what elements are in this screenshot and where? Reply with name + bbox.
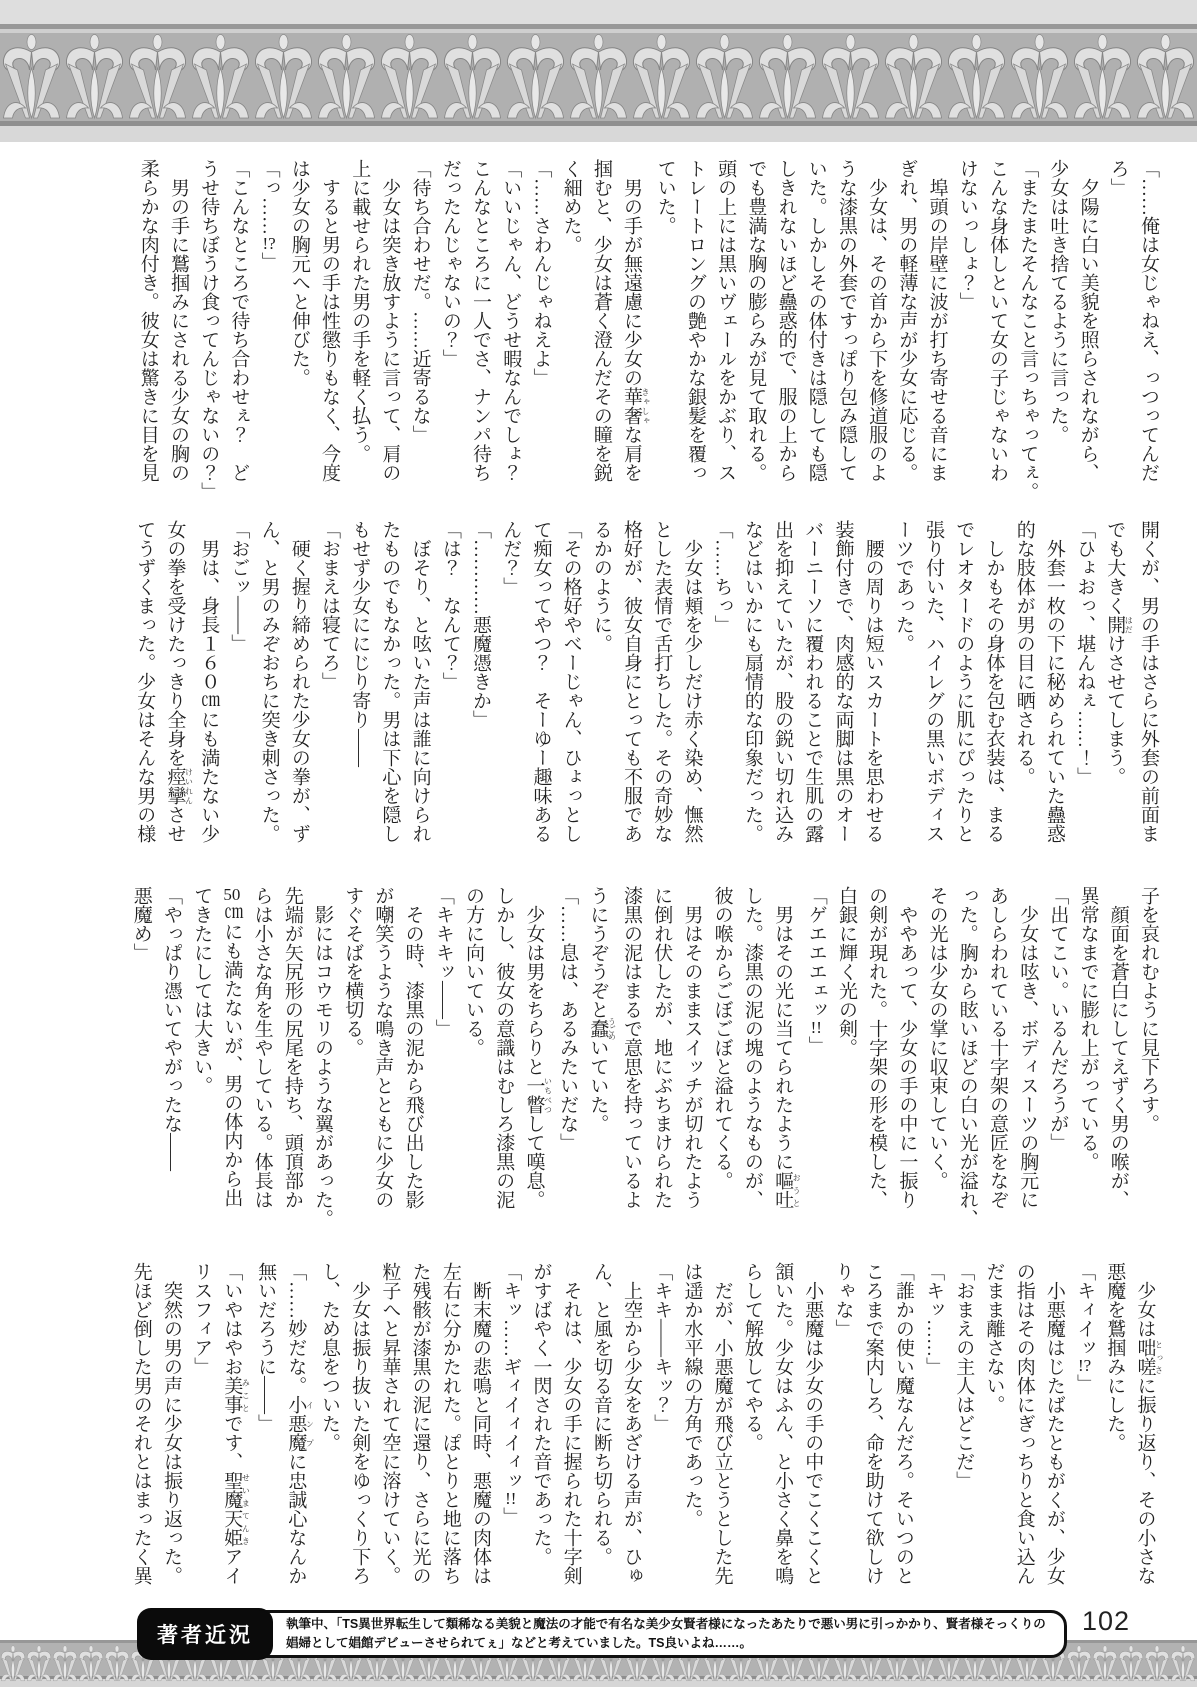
text-column: 「……妙だな。小悪魔 インプに忠誠心なんか <box>285 1262 315 1585</box>
text-column: ていた。 <box>654 159 676 235</box>
text-column: リスフィア」 <box>191 1262 213 1376</box>
text-column: 掴むと、少女は蒼く澄んだその瞳を鋭 <box>590 159 612 482</box>
text-column: 白銀に輝く光の剣。 <box>835 886 857 1057</box>
text-column: ーツであった。 <box>892 520 914 653</box>
text-column: た残骸が漆黒の泥に還り、さらに光の <box>409 1262 431 1585</box>
text-column: 少女は咄嗟 とっさに振り返り、その小さな <box>1134 1262 1164 1585</box>
text-column: がすばやく一閃された音であった。 <box>530 1262 552 1566</box>
author-status-label: 著者近況 <box>139 1610 271 1658</box>
text-column: いた。しかしその体付きは隠しても隠 <box>805 159 827 482</box>
text-column: ぎれ、男の軽薄な声が少女に応じる。 <box>896 159 918 482</box>
text-column: は少女の胸元へと伸びた。 <box>288 159 310 387</box>
text-column: の方に向いている。 <box>463 886 485 1057</box>
text-column: 先ほど倒した男のそれとはまったく異 <box>130 1262 152 1585</box>
text-band-2 <box>135 520 1163 862</box>
text-column: 埠頭の岸壁に波が打ち寄せる音にま <box>926 159 948 482</box>
text-column: 腰の周りは短いスカートを思わせる <box>862 520 884 843</box>
text-column: バーニーソに覆われることで生肌の露 <box>802 520 824 843</box>
text-column: 男の手に鷲掴みにされる少女の胸の <box>168 159 189 482</box>
text-band-4 <box>130 1262 1164 1604</box>
text-column: 「おまえは寝てろ」 <box>319 520 341 691</box>
text-column: 「こんなところで待ち合わせぇ？ ど <box>228 159 250 482</box>
text-column: 異常なまでに膨れ上がっている。 <box>1077 886 1099 1171</box>
text-column: うせ待ちぼうけ食ってんじゃないの？」 <box>198 159 220 501</box>
text-column: 50㎝にも満たないが、男の体内から出 <box>221 886 243 1207</box>
text-column: うにうぞうぞと蠢 うごめいていた。 <box>587 886 617 1133</box>
author-status-note <box>261 1610 1067 1658</box>
text-column: に倒れ伏したが、地にぶちまけられた <box>651 886 673 1209</box>
text-column: 「キィイッ!?」 <box>1074 1262 1096 1393</box>
text-column: 出を抑えていたが、股の鋭い切れ込み <box>772 520 794 843</box>
text-column: らは小さな角を生やしている。体長は <box>251 886 273 1209</box>
text-column: 硬く握り締められた少女の拳が、ず <box>288 520 310 843</box>
text-column: 男はそのままスイッチが切れたよう <box>681 886 703 1209</box>
text-column: 上空から少女をあざける声が、ひゅ <box>621 1262 643 1585</box>
text-column: 「またまたそんなこと言っちゃってぇ。 <box>1017 159 1039 501</box>
text-column: りゃな」 <box>832 1262 854 1338</box>
text-column: く細めた。 <box>560 159 582 254</box>
text-column: 「…………悪魔憑きか」 <box>470 520 492 729</box>
text-column: 「いいじゃん、どうせ暇なんでしょ？ <box>500 159 522 482</box>
text-column: 「おごッ――」 <box>228 520 250 653</box>
text-column: 「キッ……」 <box>923 1262 945 1376</box>
text-column: 無いだろうに――」 <box>255 1262 277 1433</box>
text-column: 「おまえの主人はどこだ」 <box>953 1262 975 1490</box>
text-column: 格好が、彼女自身にとっても不服であ <box>621 520 643 843</box>
page-number: 102 <box>1082 1606 1131 1636</box>
text-column: 「キッ……ギィイィイィッ!!」 <box>500 1262 522 1526</box>
text-column: などはいかにも扇情的な印象だった。 <box>741 520 763 843</box>
text-column: 「は？ なんて？」 <box>439 520 461 691</box>
text-column: こんなところに一人でさ、ナンパ待ち <box>470 159 492 482</box>
text-column: しきれないほど蠱惑的で、服の上から <box>775 159 797 482</box>
author-status-line: 執筆中、「TS異世界転生して類稀なる美貌と魔法の才能で有名な美少女賢者様になったあたりで悪い男に引っかかり、賢者様そっくりの <box>286 1617 1046 1632</box>
text-column: 柔らかな肉付き。彼女は驚きに目を見 <box>137 159 159 482</box>
text-column: しかし、彼女の意識はむしろ漆黒の泥 <box>493 886 515 1209</box>
text-column: ころまで案内しろ、命を助けて欲しけ <box>862 1262 884 1585</box>
text-column: たものでもなかった。男は下心を隠し <box>379 520 401 843</box>
text-column: 小悪魔は少女の手の中でこくこくと <box>802 1262 824 1585</box>
text-column: もせず少女ににじり寄り―― <box>349 520 371 767</box>
text-column: 女の拳を受けたっきり全身を痙攣 けいれんさせ <box>164 520 194 843</box>
text-column: の剣が現れた。十字架の形を模した、 <box>866 886 888 1209</box>
text-column: 「……俺は女じゃねえ、っつってんだ <box>1138 159 1159 482</box>
text-column: 外套一枚の下に秘められていた蠱惑 <box>1043 520 1065 843</box>
text-column: 少女は突き放すように言って、肩の <box>379 159 401 482</box>
text-column: 「やっぱり憑いてやがったな―― <box>161 886 182 1171</box>
text-column: 「その格好やべーじゃん、ひょっとし <box>560 520 582 843</box>
text-column: 頷いた。少女はふん、と小さく鼻を鳴 <box>772 1262 794 1585</box>
text-column: した。漆黒の泥の塊のようなものが、 <box>741 886 763 1209</box>
text-column: うな漆黒の外套ですっぽり包み隠して <box>835 159 857 482</box>
text-column: ややあって、少女の手の中に一振り <box>896 886 918 1209</box>
text-column: 「……ちっ」 <box>711 520 733 634</box>
text-column: けないっしょ？」 <box>956 159 978 311</box>
text-column: ろ」 <box>1107 159 1129 197</box>
text-column: とした表情で舌打ちした。その奇妙な <box>651 520 673 843</box>
text-column: し、ため息をついた。 <box>319 1262 341 1452</box>
text-band-1 <box>135 159 1163 501</box>
text-column: 張り付いた、ハイレグの黒いボディス <box>923 520 945 843</box>
text-column: て痴女ってやつ？ そーゆー趣味ある <box>530 520 552 843</box>
text-column: 粒子へと昇華されて空に溶けていく。 <box>379 1262 401 1585</box>
text-column: 夕陽に白い美貌を照らされながら、 <box>1077 159 1099 482</box>
text-column: だまま離さない。 <box>983 1262 1005 1414</box>
text-column: 突然の男の声に少女は振り返った。 <box>161 1262 182 1585</box>
text-column: 男の手が無遠慮に少女の華奢 きゃしゃな肩を <box>621 159 651 482</box>
text-column: 「……さわんじゃねえよ」 <box>530 159 552 387</box>
text-column: でも豊満な胸の膨らみが見て取れる。 <box>745 159 767 482</box>
text-column: でも大きく開 はだけさせてしまう。 <box>1104 520 1134 786</box>
text-column: 「キキキッ――」 <box>432 886 454 1038</box>
text-column: ん、と風を切る音に断ち切られる。 <box>590 1262 612 1566</box>
text-column: 悪魔め」 <box>130 886 152 962</box>
text-column: てきたにしては大きい。 <box>191 886 213 1095</box>
text-column: ぼそり、と呟いた声は誰に向けられ <box>409 520 431 843</box>
text-column: 左右に分かたれた。ぽとりと地に落ち <box>439 1262 461 1585</box>
text-band-3 <box>130 886 1163 1228</box>
text-column: 漆黒の泥はまるで意思を持っているよ <box>621 886 643 1209</box>
text-column: るかのように。 <box>590 520 612 653</box>
text-column: 顔面を蒼白にしてえずく男の喉が、 <box>1107 886 1129 1209</box>
text-column: こんな身体しといて女の子じゃないわ <box>986 159 1008 482</box>
text-column: 「誰かの使い魔なんだろ。そいつのと <box>892 1262 914 1585</box>
text-column: 悪魔を鷲掴みにした。 <box>1104 1262 1126 1452</box>
text-column: 少女は、その首から下を修道服のよ <box>866 159 888 482</box>
text-column: んだ？」 <box>500 520 522 596</box>
text-column: 少女は吐き捨てるように言った。 <box>1047 159 1069 444</box>
text-column: だったんじゃないの？」 <box>439 159 461 368</box>
text-column: その時、漆黒の泥から飛び出した影 <box>402 886 424 1209</box>
text-column: 開くが、男の手はさらに外套の前面ま <box>1138 520 1159 843</box>
text-column: の指はその肉体にぎっちりと食い込ん <box>1013 1262 1035 1585</box>
text-column: 的な肢体が男の目に晒される。 <box>1013 520 1035 786</box>
text-column: 「ひょおっ、堪んねぇ……！」 <box>1074 520 1096 786</box>
text-column: 断末魔の悲鳴と同時、悪魔の肉体は <box>470 1262 492 1585</box>
text-column: 彼の喉からごぼごぼと溢れてくる。 <box>711 886 733 1190</box>
text-column: 「……息は、あるみたいだな」 <box>557 886 579 1152</box>
text-column: トレートロングの艶やかな銀髪を覆っ <box>684 159 706 482</box>
text-column: すぐそばを横切る。 <box>342 886 364 1057</box>
text-column: 小悪魔はじたばたともがくが、少女 <box>1043 1262 1065 1585</box>
text-column: 「出てこい。いるんだろうが」 <box>1047 886 1069 1152</box>
text-column: 少女は振り抜いた剣をゆっくり下ろ <box>349 1262 371 1585</box>
text-column: 子を哀れむように見下ろす。 <box>1138 886 1159 1133</box>
text-column: らして解放してやる。 <box>741 1262 763 1452</box>
text-column: は遥か水平線の方角であった。 <box>681 1262 703 1528</box>
text-column: あしらわれている十字架の意匠をなぞ <box>986 886 1008 1209</box>
text-column: それは、少女の手に握られた十字剣 <box>560 1262 582 1585</box>
text-column: ん、と男のみぞおちに突き刺さった。 <box>258 520 280 843</box>
top-ornament-border <box>0 0 1197 142</box>
author-status-footer <box>139 1610 1067 1658</box>
text-column: すると男の手は性懲りもなく、今度 <box>319 159 341 482</box>
text-column: 先端が矢尻形の尻尾を持ち、頭頂部か <box>281 886 303 1209</box>
text-column: でレオタードのように肌にぴったりと <box>953 520 975 843</box>
text-column: 「っ……!?」 <box>258 159 280 271</box>
text-column: その光は少女の掌に収束していく。 <box>926 886 948 1190</box>
text-column: 男は、身長１６０㎝にも満たない少 <box>198 520 220 843</box>
text-column: 少女は呟き、ボディスーツの胸元に <box>1017 886 1039 1209</box>
text-column: 上に載せられた男の手を軽く払う。 <box>349 159 371 463</box>
text-column: てうずくまった。少女はそんな男の様 <box>134 520 156 843</box>
text-column: だが、小悪魔が飛び立とうとした先 <box>711 1262 733 1585</box>
text-column: 「キキ――キッ？」 <box>651 1262 673 1433</box>
text-column: 「待ち合わせだ。……近寄るな」 <box>409 159 431 444</box>
text-column: が嘲笑うような鳴き声とともに少女の <box>372 886 394 1209</box>
author-status-line: 娼婦として娼館デビューさせられてぇ」などと考えていました。TS良いよね……。 <box>286 1636 752 1650</box>
text-column: 少女は男をちらりと一瞥 いちべつして嘆息。 <box>523 886 553 1209</box>
text-column: しかもその身体を包む衣装は、まる <box>983 520 1005 843</box>
text-column: 装飾付きで、肉感的な両脚は黒のオー <box>832 520 854 843</box>
text-column: 影にはコウモリのような翼があった。 <box>312 886 334 1228</box>
text-column: 「ゲエエエェッ!!」 <box>805 886 827 1055</box>
text-column: 男はその光に当てられたように嘔吐 おうと <box>772 886 802 1209</box>
text-column: 少女は頬を少しだけ赤く染め、憮然 <box>681 520 703 843</box>
text-column: った。胸から眩いほどの白い光が溢れ、 <box>956 886 978 1228</box>
text-column: 頭の上には黒いヴェールをかぶり、ス <box>715 159 737 482</box>
text-column: 「いやはやお美事 みことです、聖魔天姫 せいまてんきアイ <box>221 1262 251 1585</box>
